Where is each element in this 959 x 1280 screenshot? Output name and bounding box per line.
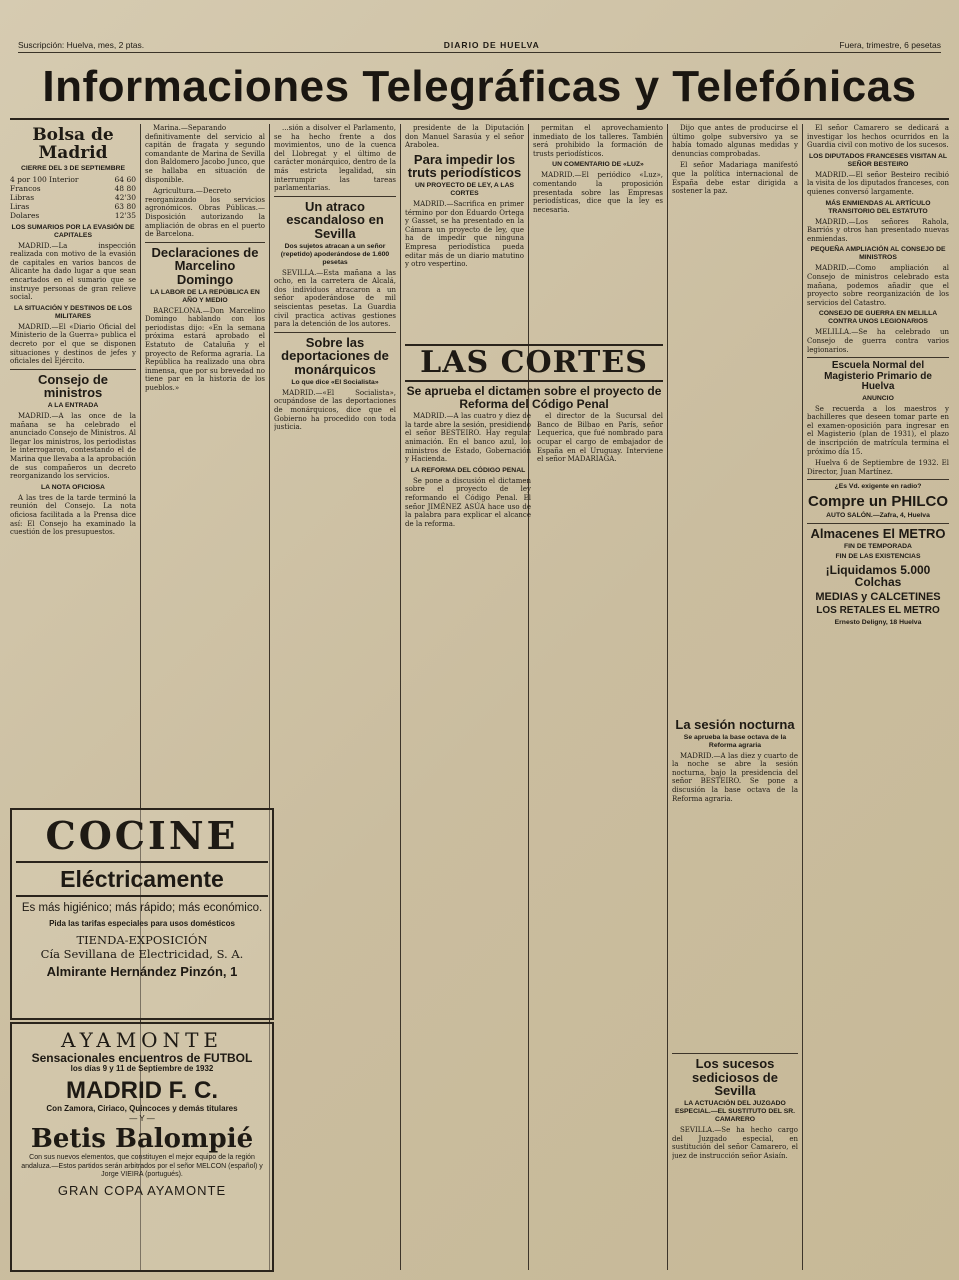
truts-title: Para impedir los truts periodísticos [407, 151, 522, 181]
column-4 [405, 124, 524, 345]
nocturna-text: MADRID.—A las diez y cuarto de la noche se abre la sesión nocturna, bajo la presidencia del señor BESTEIRO. Se pone a discusión la base octava de la Reforma agraria. [672, 751, 798, 803]
decretos-text: Agricultura.—Decreto reorganizando los servicios agronómicos. Obras Públicas.—Disposición autorizando la ampliación de obras en el puerto de Barcelona. [145, 187, 265, 239]
codigo-heading: LA REFORMA DEL CÓDIGO PENAL [410, 466, 526, 474]
cortes-right [537, 412, 663, 531]
metro-medias: MEDIAS y CALCETINES [815, 590, 941, 603]
divider [10, 369, 136, 370]
enmiendas-heading: MÁS ENMIENDAS AL ARTÍCULO TRANSITORIO DEL ESTATUTO [825, 199, 931, 215]
cocine-subtitle: Eléctricamente [60, 866, 224, 892]
declaraciones-subtitle: LA LABOR DE LA REPÚBLICA EN AÑO Y MEDIO [150, 288, 260, 304]
codigo-text: Se pone a discusión el dictamen sobre el proyecto de ley reformando el Código Penal. El señor JIMÉNEZ ASÚA hace uso de la palabra para explicar el alcance de la reforma. [405, 476, 531, 528]
column-6 [672, 124, 798, 345]
divider [807, 479, 949, 480]
column-2 [145, 124, 265, 800]
cortes-columns [405, 412, 663, 531]
ayamonte-ad [10, 1022, 274, 1272]
ayamonte-line3: Con Zamora, Ciriaco, Quincoces y demás titulares [46, 1104, 238, 1113]
ayamonte-team1: MADRID F. C. [66, 1077, 218, 1104]
philco-address: AUTO SALÓN.—Zafra, 4, Huelva [826, 512, 930, 520]
ayamonte-line2: los días 9 y 11 de Septiembre de 1932 [70, 1064, 214, 1073]
sediciosos-text: SEVILLA.—Se ha hecho cargo del Juzgado especial, en sustitución del señor Camarero, el juez de instrucción señor Asiaín. [672, 1126, 798, 1160]
ayamonte-line1: Sensacionales encuentros de FUTBOL [31, 1051, 253, 1065]
truts-subtitle: UN PROYECTO DE LEY, A LAS CORTES [414, 182, 515, 198]
catastro-heading: PEQUEÑA AMPLIACIÓN AL CONSEJO DE MINISTROS [810, 246, 946, 262]
nocturna-subtitle: Se aprueba la base octava de la Reforma agraria [683, 733, 787, 749]
metro-fin: FIN DE TEMPORADA [844, 542, 912, 550]
newspaper-name: DIARIO DE HUELVA [443, 40, 540, 50]
guerra-heading: CONSEJO DE GUERRA EN MELILLA CONTRA UNOS LEGIONARIOS [818, 310, 938, 326]
bolsa-title: Bolsa de Madrid [32, 125, 114, 163]
rate-row: Liras 63 80 [10, 201, 136, 211]
escuela-title: Escuela Normal del Magisterio Primario de Huelva [824, 360, 932, 393]
truts-text: MADRID.—Sacrifica en primer término por don Eduardo Ortega y Gasset, se ha presentado en la Cámara un proyecto de ley, que ha de impedir que ninguna Empresa periodística pueda editar más de un diario matutino y otro vespertino. [405, 200, 524, 269]
column-7 [807, 124, 949, 1272]
escuela-text: Se recuerda a los maestros y bachilleres que deseen tomar parte en el examen-oposición para ingresar en el Magisterio (plan de 1931), el plazo de inscripción de matrícula termina el próximo día 15. [807, 404, 949, 456]
atraco-subtitle: Dos sujetos atracan a un señor (repetido) apoderándose de 1.600 pesetas [280, 242, 390, 266]
nota-text: A las tres de la tarde terminó la reunión del Consejo. La nota oficiosa facilitada a la Prensa dice así: El Consejo ha examinado la cuestión de los presupuestos. [10, 493, 136, 537]
ayamonte-title: AYAMONTE [60, 1028, 224, 1052]
divider [807, 523, 949, 524]
divider [274, 196, 396, 197]
rate-row: Francos 48 80 [10, 183, 136, 193]
column-separator [802, 124, 803, 1270]
column-1 [10, 124, 136, 800]
section-banner: Informaciones Telegráficas y Telefónicas [42, 62, 917, 111]
metro-retales: LOS RETALES EL METRO [816, 605, 940, 617]
comentario-heading: UN COMENTARIO DE «LUZ» [552, 161, 644, 169]
parlamento-text: ...sión a disolver el Parlamento, se ha hecho frente a dos movimientos, uno de la cuenca del Llobregat y el último de carácter monárquico, dentro de la más estricta legalidad, sin interrumpir las tareas parlamentarias. [274, 124, 396, 193]
ad-rule [16, 895, 268, 897]
bolsa-subtitle: CIERRE DEL 3 DE SEPTIEMBRE [20, 164, 126, 172]
diputacion-text: presidente de la Diputación don Manuel Sarasúa y el señor Arabolea. [405, 124, 524, 150]
consejo-text: MADRID.—A las once de la mañana se ha celebrado el anunciado Consejo de Ministros. Al llegar los ministros, los periodistas le interrogaron, contestando el de Marina que llevaba a la aprobación de sus compañeros un decreto reorganizando los servicios. [10, 412, 136, 481]
declaraciones-title: Declaraciones de Marcelino Domingo [151, 244, 259, 287]
sumarios-text: MADRID.—La inspección realizada con motivo de la evasión de capitales en varios bancos de Alicante ha dado lugar a que sean encartados en el sumario que se instruye personas de gran relieve social. [10, 241, 136, 302]
cortes-subtitle: Se aprueba el dictamen sobre el proyecto de Reforma del Código Penal [406, 384, 662, 411]
ayamonte-team2: Betis Balompié [30, 1124, 254, 1154]
ad-rule [16, 861, 268, 863]
cocine-line3: TIENDA-EXPOSICIÓN [76, 933, 208, 947]
metro-liquidation: ¡Liquidamos 5.000 Colchas [825, 562, 931, 590]
comentario-text: MADRID.—El periódico «Luz», comentando la proposición presentada sobre las Empresas periodísticas, dice que la ley es necesaria. [533, 171, 663, 214]
declaraciones-text: BARCELONA.—Don Marcelino Domingo hablando con los periodistas dijo: «En la semana próxima estará aprobado el Estatuto de Cataluña y el proyecto de Reforma agraria. La República ha realizado una obra inmensa, que por su brevedad no tiene par en la historia de los pueblos.» [145, 306, 265, 392]
banner-rule [10, 118, 949, 120]
escuela-subtitle: ANUNCIO [862, 394, 894, 402]
column-separator [400, 124, 401, 1270]
column-3 [274, 124, 396, 1272]
guerra-text: MELILLA.—Se ha celebrado un Consejo de guerra contra varios legionarios. [807, 328, 949, 354]
subversivo-text: Dijo que antes de producirse el último golpe subversivo ya se había tomado algunas medidas y denuncias comprobadas. [672, 124, 798, 158]
deportaciones-text: MADRID.—«El Socialista», ocupándose de las deportaciones de monárquicos, dice que el Gobierno ha procedido con toda justicia. [274, 388, 396, 432]
consejo-title: Consejo de ministros [37, 371, 109, 401]
catastro-text: MADRID.—Como ampliación al Consejo de ministros celebrado esta mañana, podemos añadir que el proyecto sobre reorganización de los servicios del Catastro. [807, 264, 949, 307]
subscription-outside: Fuera, trimestre, 6 pesetas [839, 40, 941, 50]
metro-title: Almacenes El METRO [810, 526, 946, 542]
cocine-line2: Pida las tarifas especiales para usos domésticos [49, 919, 235, 928]
rate-row: 4 por 100 Interior 64 60 [10, 174, 136, 184]
camarero-text: El señor Camarero se dedicará a investigar los hechos ocurridos en la Guardia civil con motivo de los sucesos. [807, 124, 949, 150]
column-5 [533, 124, 663, 345]
philco-headline: Compre un PHILCO [807, 493, 948, 511]
cocine-line4: Cía Sevillana de Electricidad, S. A. [40, 947, 244, 961]
enmiendas-text: MADRID.—Los señores Rahola, Barriós y otros han presentado nuevas enmiendas. [807, 217, 949, 243]
cocine-title: COCINE [45, 813, 239, 858]
column-separator [667, 124, 668, 1270]
cocine-line1: Es más higiénico; más rápido; más económico. [21, 902, 263, 914]
rate-row: Dolares 12'35 [10, 210, 136, 220]
divider [274, 332, 396, 333]
sediciosos-title: Los sucesos sediciosos de Sevilla [692, 1056, 778, 1099]
masthead-line [18, 38, 941, 53]
cortes-title: LAS CORTES [405, 344, 663, 382]
madariaga-text: El señor Madariaga manifestó que la política internacional de España debe estar dirigida a sostener la paz. [672, 161, 798, 196]
atraco-title: Un atraco escandaloso en Sevilla [286, 198, 384, 242]
deportaciones-subtitle: Lo que dice «El Socialista» [291, 378, 379, 386]
rate-row: Libras 42'30 [10, 192, 136, 202]
column-6-lower [672, 715, 798, 1272]
cortes-left [405, 412, 531, 531]
lequerica-text: el director de la Sucursal del Banco de Bilbao en París, señor Lequerica, que fué nombrado para ocupar el cargo de embajador de España en el Uruguay. Interviene el señor MADARIAGA. [537, 412, 663, 464]
militares-text: MADRID.—El «Diario Oficial del Ministerio de la Guerra» publica el decreto por el que se disponen situaciones y destinos de jefes y oficiales del Ejército. [10, 322, 136, 366]
diputados-text: MADRID.—El señor Besteiro recibió la visita de los diputados franceses, con quienes conversó largamente. [807, 170, 949, 196]
nota-heading: LA NOTA OFICIOSA [41, 483, 105, 491]
deportaciones-title: Sobre las deportaciones de monárquicos [281, 334, 389, 378]
divider [807, 357, 949, 358]
subscription-local: Suscripción: Huelva, mes, 2 ptas. [18, 40, 145, 50]
bolsa-rates [10, 175, 136, 220]
trusts-text: permitan el aprovechamiento inmediato de los talleres. También será prohibido la formación de trusts periodísticos. [533, 124, 663, 158]
nocturna-title: La sesión nocturna [675, 717, 795, 732]
cortes-section [405, 340, 663, 1272]
philco-question: ¿Es Vd. exigente en radio? [834, 483, 922, 491]
metro-fin2: FIN DE LAS EXISTENCIAS [835, 552, 921, 560]
metro-address: Ernesto Deligny, 18 Huelva [834, 618, 922, 626]
cocine-ad [10, 808, 274, 1020]
marina-text: Marina.—Separando definitivamente del servicio al capitán de fragata y segundo comandante de Marina de Sevilla don Baldomero Jacobo Junco, que se hallaba en situación de disponible. [145, 124, 265, 184]
atraco-text: SEVILLA.—Esta mañana a las ocho, en la carretera de Alcalá, dos individuos atracaron a un señor apoderándose de mil seiscientas pesetas. La Guardia civil practica activas gestiones para la detención de los autores. [274, 268, 396, 329]
ayamonte-line4: Con sus nuevos elementos, que constituyen el mejor equipo de la región andaluza.—Estos partidos serán arbitrados por el señor MELCON (español) y Jorge VIEIRA (portugués). [21, 1154, 263, 1178]
cocine-line5: Almirante Hernández Pinzón, 1 [46, 964, 238, 979]
militares-heading: LA SITUACIÓN Y DESTINOS DE LOS MILITARES [13, 304, 133, 320]
sumarios-heading: LOS SUMARIOS POR LA EVASIÓN DE CAPITALES [11, 223, 135, 239]
divider [145, 242, 265, 243]
diputados-heading: LOS DIPUTADOS FRANCESES VISITAN AL SEÑOR BESTEIRO [808, 152, 948, 168]
consejo-subtitle: A LA ENTRADA [47, 402, 99, 410]
divider [672, 1053, 798, 1054]
cortes-text: MADRID.—A las cuatro y diez de la tarde abre la sesión, presidiendo el señor BESTEIRO. Hay regular animación. En el banco azul, los ministros de Estado, Gobernación y Hacienda. [405, 412, 531, 464]
ayamonte-line5: GRAN COPA AYAMONTE [57, 1182, 227, 1198]
escuela-sign: Huelva 6 de Septiembre de 1932. El Director, Juan Martínez. [807, 459, 949, 476]
ayamonte-vs: — Y — [129, 1114, 155, 1123]
sediciosos-subtitle: LA ACTUACIÓN DEL JUZGADO ESPECIAL.—EL SUSTITUTO DEL SR. CAMARERO [674, 1100, 796, 1124]
